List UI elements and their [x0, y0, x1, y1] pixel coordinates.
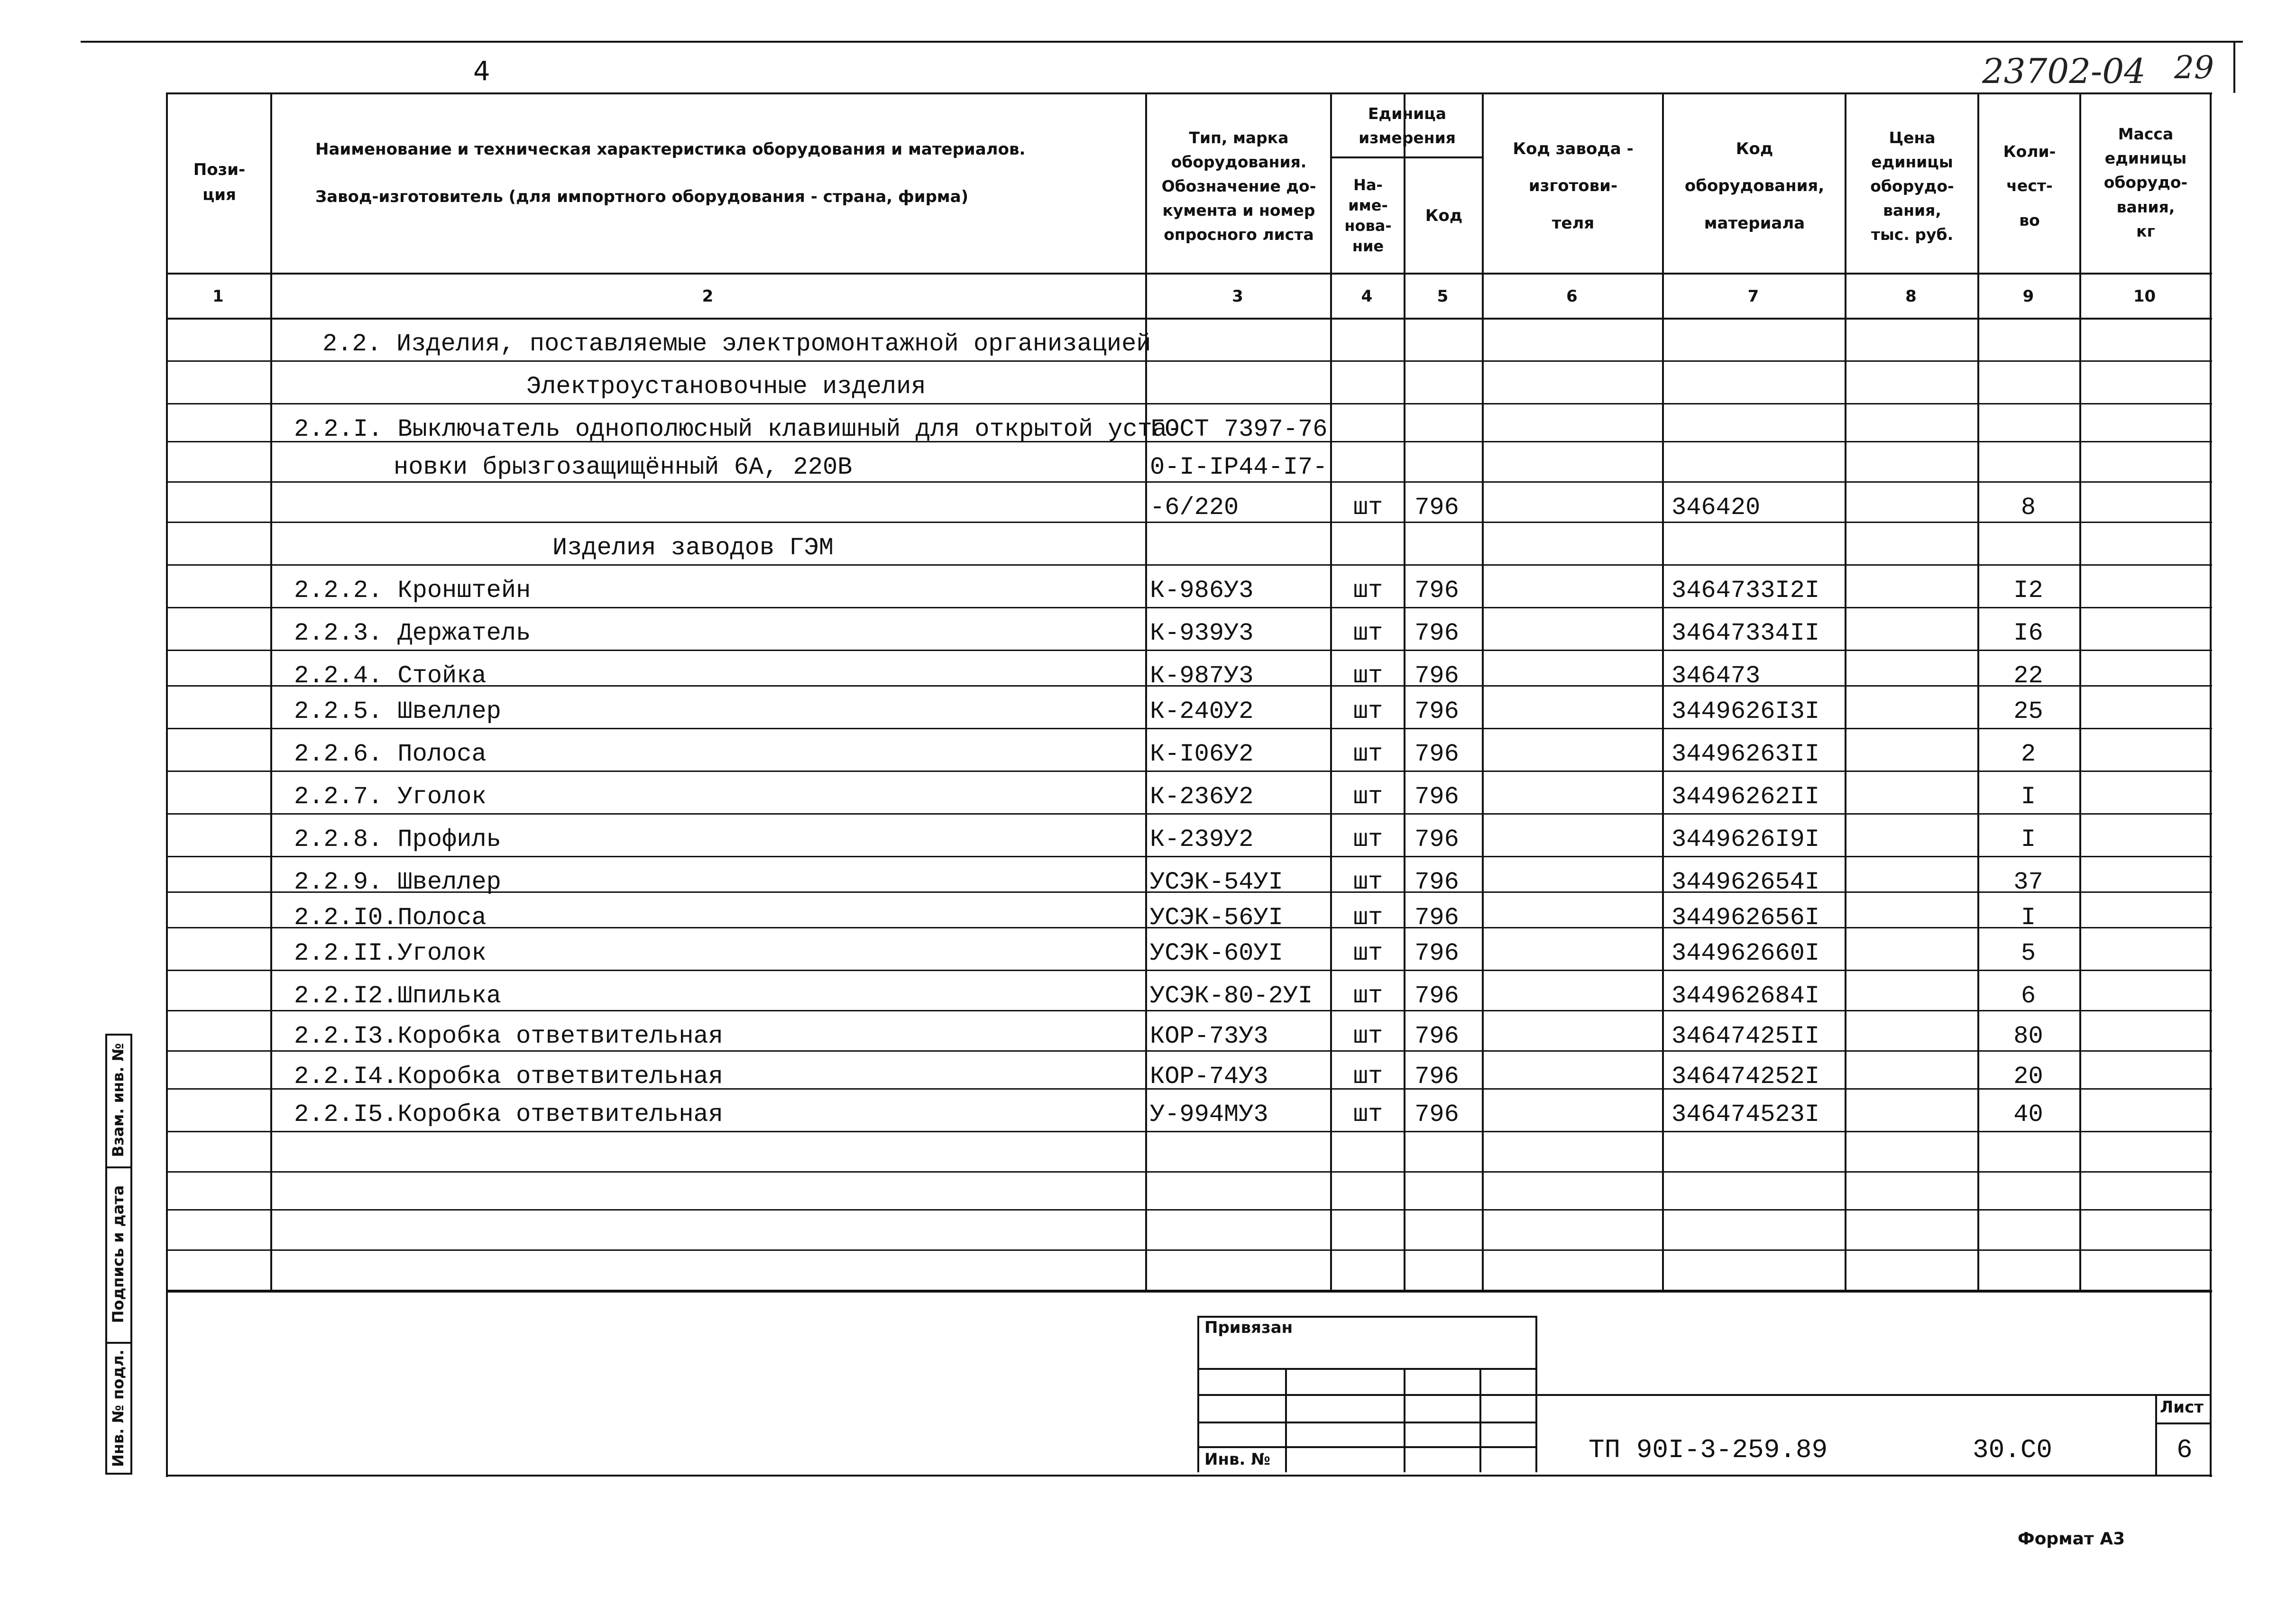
item-unit: шт — [1353, 662, 1383, 690]
side-inv-podl: Инв. № подл. — [109, 1349, 127, 1467]
item-equipment-code: 3449626I3I — [1671, 697, 1820, 725]
doc-suffix: 30.С0 — [1973, 1435, 2053, 1465]
item-unit: шт — [1353, 1101, 1383, 1129]
column-number: 4 — [1361, 287, 1373, 306]
item-name: 2.2.I3.Коробка ответвительная — [294, 1022, 723, 1050]
item-unit-code: 796 — [1414, 1022, 1459, 1050]
item-unit-code: 796 — [1414, 1101, 1459, 1129]
item-unit: шт — [1353, 619, 1383, 647]
item-equipment-code: 346420 — [1671, 494, 1761, 522]
side-podpis-data: Подпись и дата — [109, 1185, 127, 1323]
item-unit: шт — [1353, 697, 1383, 725]
item-unit-code: 796 — [1414, 494, 1459, 522]
item-equipment-code: 34496262II — [1671, 783, 1820, 811]
top-rule — [81, 41, 2243, 43]
item-type: УСЭК-60УI — [1150, 939, 1283, 967]
item-unit-code: 796 — [1414, 1063, 1459, 1091]
column-number: 3 — [1232, 287, 1243, 306]
item-quantity: 80 — [2013, 1022, 2043, 1050]
item-quantity: 37 — [2013, 868, 2043, 896]
item-quantity: 22 — [2013, 662, 2043, 690]
handwritten-doc-code: 23702-04 — [1982, 51, 2146, 91]
column-number: 9 — [2022, 287, 2034, 306]
item-unit-code: 796 — [1414, 904, 1459, 932]
column-number: 1 — [212, 287, 224, 306]
item-unit-code: 796 — [1414, 826, 1459, 853]
item-type: УСЭК-56УI — [1150, 904, 1283, 932]
item-equipment-code: 346474252I — [1671, 1063, 1820, 1091]
item-equipment-code: 344962656I — [1671, 904, 1820, 932]
sheet-label: Лист — [2160, 1398, 2204, 1417]
header-quantity: Коли- чест- во — [2003, 142, 2056, 229]
item-unit: шт — [1353, 868, 1383, 896]
item-equipment-code: 344962684I — [1671, 982, 1820, 1010]
item-equipment-code: 346474523I — [1671, 1101, 1820, 1129]
item-equipment-code: 34647334II — [1671, 619, 1820, 647]
item-unit: шт — [1353, 1063, 1383, 1091]
item-unit-code: 796 — [1414, 868, 1459, 896]
header-mass: Масса единицы оборудо- вания, кг — [2103, 125, 2188, 240]
item-equipment-code: 344962654I — [1671, 868, 1820, 896]
item-unit-code: 796 — [1414, 662, 1459, 690]
item-name: 2.2.I4.Коробка ответвительная — [294, 1063, 723, 1091]
item-name: Электроустановочные изделия — [526, 373, 926, 401]
item-unit: шт — [1353, 1022, 1383, 1050]
header-type: Тип, марка оборудования. Обозначение до- кумента и номер опросного листа — [1161, 128, 1316, 244]
item-unit-code: 796 — [1414, 939, 1459, 967]
column-number: 8 — [1905, 287, 1917, 306]
column-number: 2 — [702, 287, 714, 306]
header-unit-name: На- име- нова- ние — [1344, 175, 1392, 256]
column-number: 5 — [1437, 287, 1449, 306]
item-type: К-939У3 — [1150, 619, 1254, 647]
item-quantity: I6 — [2013, 619, 2043, 647]
item-name: 2.2.II.Уголок — [294, 939, 487, 967]
item-equipment-code: 34647425II — [1671, 1022, 1820, 1050]
item-name: 2.2.6. Полоса — [294, 740, 487, 768]
item-unit-code: 796 — [1414, 982, 1459, 1010]
item-unit-code: 796 — [1414, 783, 1459, 811]
item-name: 2.2.5. Швеллер — [294, 697, 501, 725]
top-right-tick — [2233, 41, 2235, 93]
item-type: К-240У2 — [1150, 697, 1254, 725]
item-quantity: 6 — [2020, 982, 2036, 1010]
header-equipment-code: Код оборудования, материала — [1684, 139, 1825, 233]
item-type: ГОСТ 7397-76 — [1150, 415, 1328, 443]
item-type: К-987У3 — [1150, 662, 1254, 690]
item-equipment-code: 344962660I — [1671, 939, 1820, 967]
item-quantity: 25 — [2013, 697, 2043, 725]
page-number: 4 — [473, 56, 490, 87]
item-name: 2.2.9. Швеллер — [294, 868, 501, 896]
item-name: 2.2. Изделия, поставляемые электромонтажной организацией — [322, 330, 1151, 358]
column-number: 10 — [2133, 287, 2156, 306]
item-unit: шт — [1353, 939, 1383, 967]
handwritten-sheet-number: 29 — [2174, 49, 2214, 86]
item-quantity: 5 — [2020, 939, 2036, 967]
item-quantity: 40 — [2013, 1101, 2043, 1129]
item-name: Изделия заводов ГЭМ — [552, 534, 834, 562]
item-quantity: 20 — [2013, 1063, 2043, 1091]
item-equipment-code: 34496263II — [1671, 740, 1820, 768]
item-unit: шт — [1353, 577, 1383, 605]
item-type: К-I06У2 — [1150, 740, 1254, 768]
header-price: Цена единицы оборудо- вания, тыс. руб. — [1870, 128, 1954, 244]
item-unit: шт — [1353, 982, 1383, 1010]
item-type: У-994МУ3 — [1150, 1101, 1268, 1129]
item-type: 0-I-IP44-I7- — [1150, 453, 1328, 481]
item-unit-code: 796 — [1414, 697, 1459, 725]
item-name: новки брызгозащищённый 6А, 220В — [394, 453, 853, 481]
item-quantity: I — [2020, 904, 2036, 932]
item-name: 2.2.8. Профиль — [294, 826, 501, 853]
item-quantity: I — [2020, 783, 2036, 811]
header-name-line2: Завод-изготовитель (для импортного оборудования - страна, фирма) — [315, 187, 969, 206]
item-name: 2.2.3. Держатель — [294, 619, 531, 647]
item-type: КОР-74У3 — [1150, 1063, 1268, 1091]
item-type: К-986У3 — [1150, 577, 1254, 605]
item-type: К-239У2 — [1150, 826, 1254, 853]
item-equipment-code: 3464733I2I — [1671, 577, 1820, 605]
side-vzam-inv: Взам. инв. № — [109, 1043, 127, 1157]
item-quantity: I2 — [2013, 577, 2043, 605]
stamp-inv-no: Инв. № — [1204, 1450, 1271, 1469]
header-position: Пози- ция — [193, 160, 246, 204]
header-name-line1: Наименование и техническая характеристика оборудования и материалов. — [315, 139, 1026, 159]
item-name: 2.2.I5.Коробка ответвительная — [294, 1101, 723, 1129]
item-name: 2.2.I2.Шпилька — [294, 982, 501, 1010]
item-unit: шт — [1353, 783, 1383, 811]
item-name: 2.2.7. Уголок — [294, 783, 487, 811]
header-unit-code: Код — [1425, 206, 1463, 225]
item-unit-code: 796 — [1414, 577, 1459, 605]
item-unit: шт — [1353, 904, 1383, 932]
item-unit: шт — [1353, 740, 1383, 768]
header-unit-group: Единица измерения — [1359, 104, 1456, 147]
column-number: 6 — [1566, 287, 1578, 306]
column-number: 7 — [1747, 287, 1759, 306]
stamp-privyazan: Привязан — [1204, 1318, 1293, 1337]
item-type: К-236У2 — [1150, 783, 1254, 811]
format-label: Формат А3 — [2018, 1529, 2125, 1549]
item-type: УСЭК-54УI — [1150, 868, 1283, 896]
item-quantity: 8 — [2020, 494, 2036, 522]
item-type: КОР-73У3 — [1150, 1022, 1268, 1050]
sheet-value: 6 — [2177, 1435, 2193, 1465]
doc-designation: ТП 90I-3-259.89 — [1589, 1435, 1828, 1465]
item-unit-code: 796 — [1414, 619, 1459, 647]
item-unit-code: 796 — [1414, 740, 1459, 768]
item-name: 2.2.2. Кронштейн — [294, 577, 531, 605]
item-name: 2.2.I. Выключатель однополюсный клавишный для открытой уста- — [294, 415, 1182, 443]
item-quantity: 2 — [2020, 740, 2036, 768]
header-factory-code: Код завода - изготови- теля — [1513, 139, 1634, 233]
item-unit: шт — [1353, 826, 1383, 853]
item-type: УСЭК-80-2УI — [1150, 982, 1313, 1010]
item-type: -6/220 — [1150, 494, 1239, 522]
item-quantity: I — [2020, 826, 2036, 853]
item-unit: шт — [1353, 494, 1383, 522]
item-equipment-code: 346473 — [1671, 662, 1761, 690]
item-name: 2.2.4. Стойка — [294, 662, 487, 690]
item-equipment-code: 3449626I9I — [1671, 826, 1820, 853]
item-name: 2.2.I0.Полоса — [294, 904, 487, 932]
